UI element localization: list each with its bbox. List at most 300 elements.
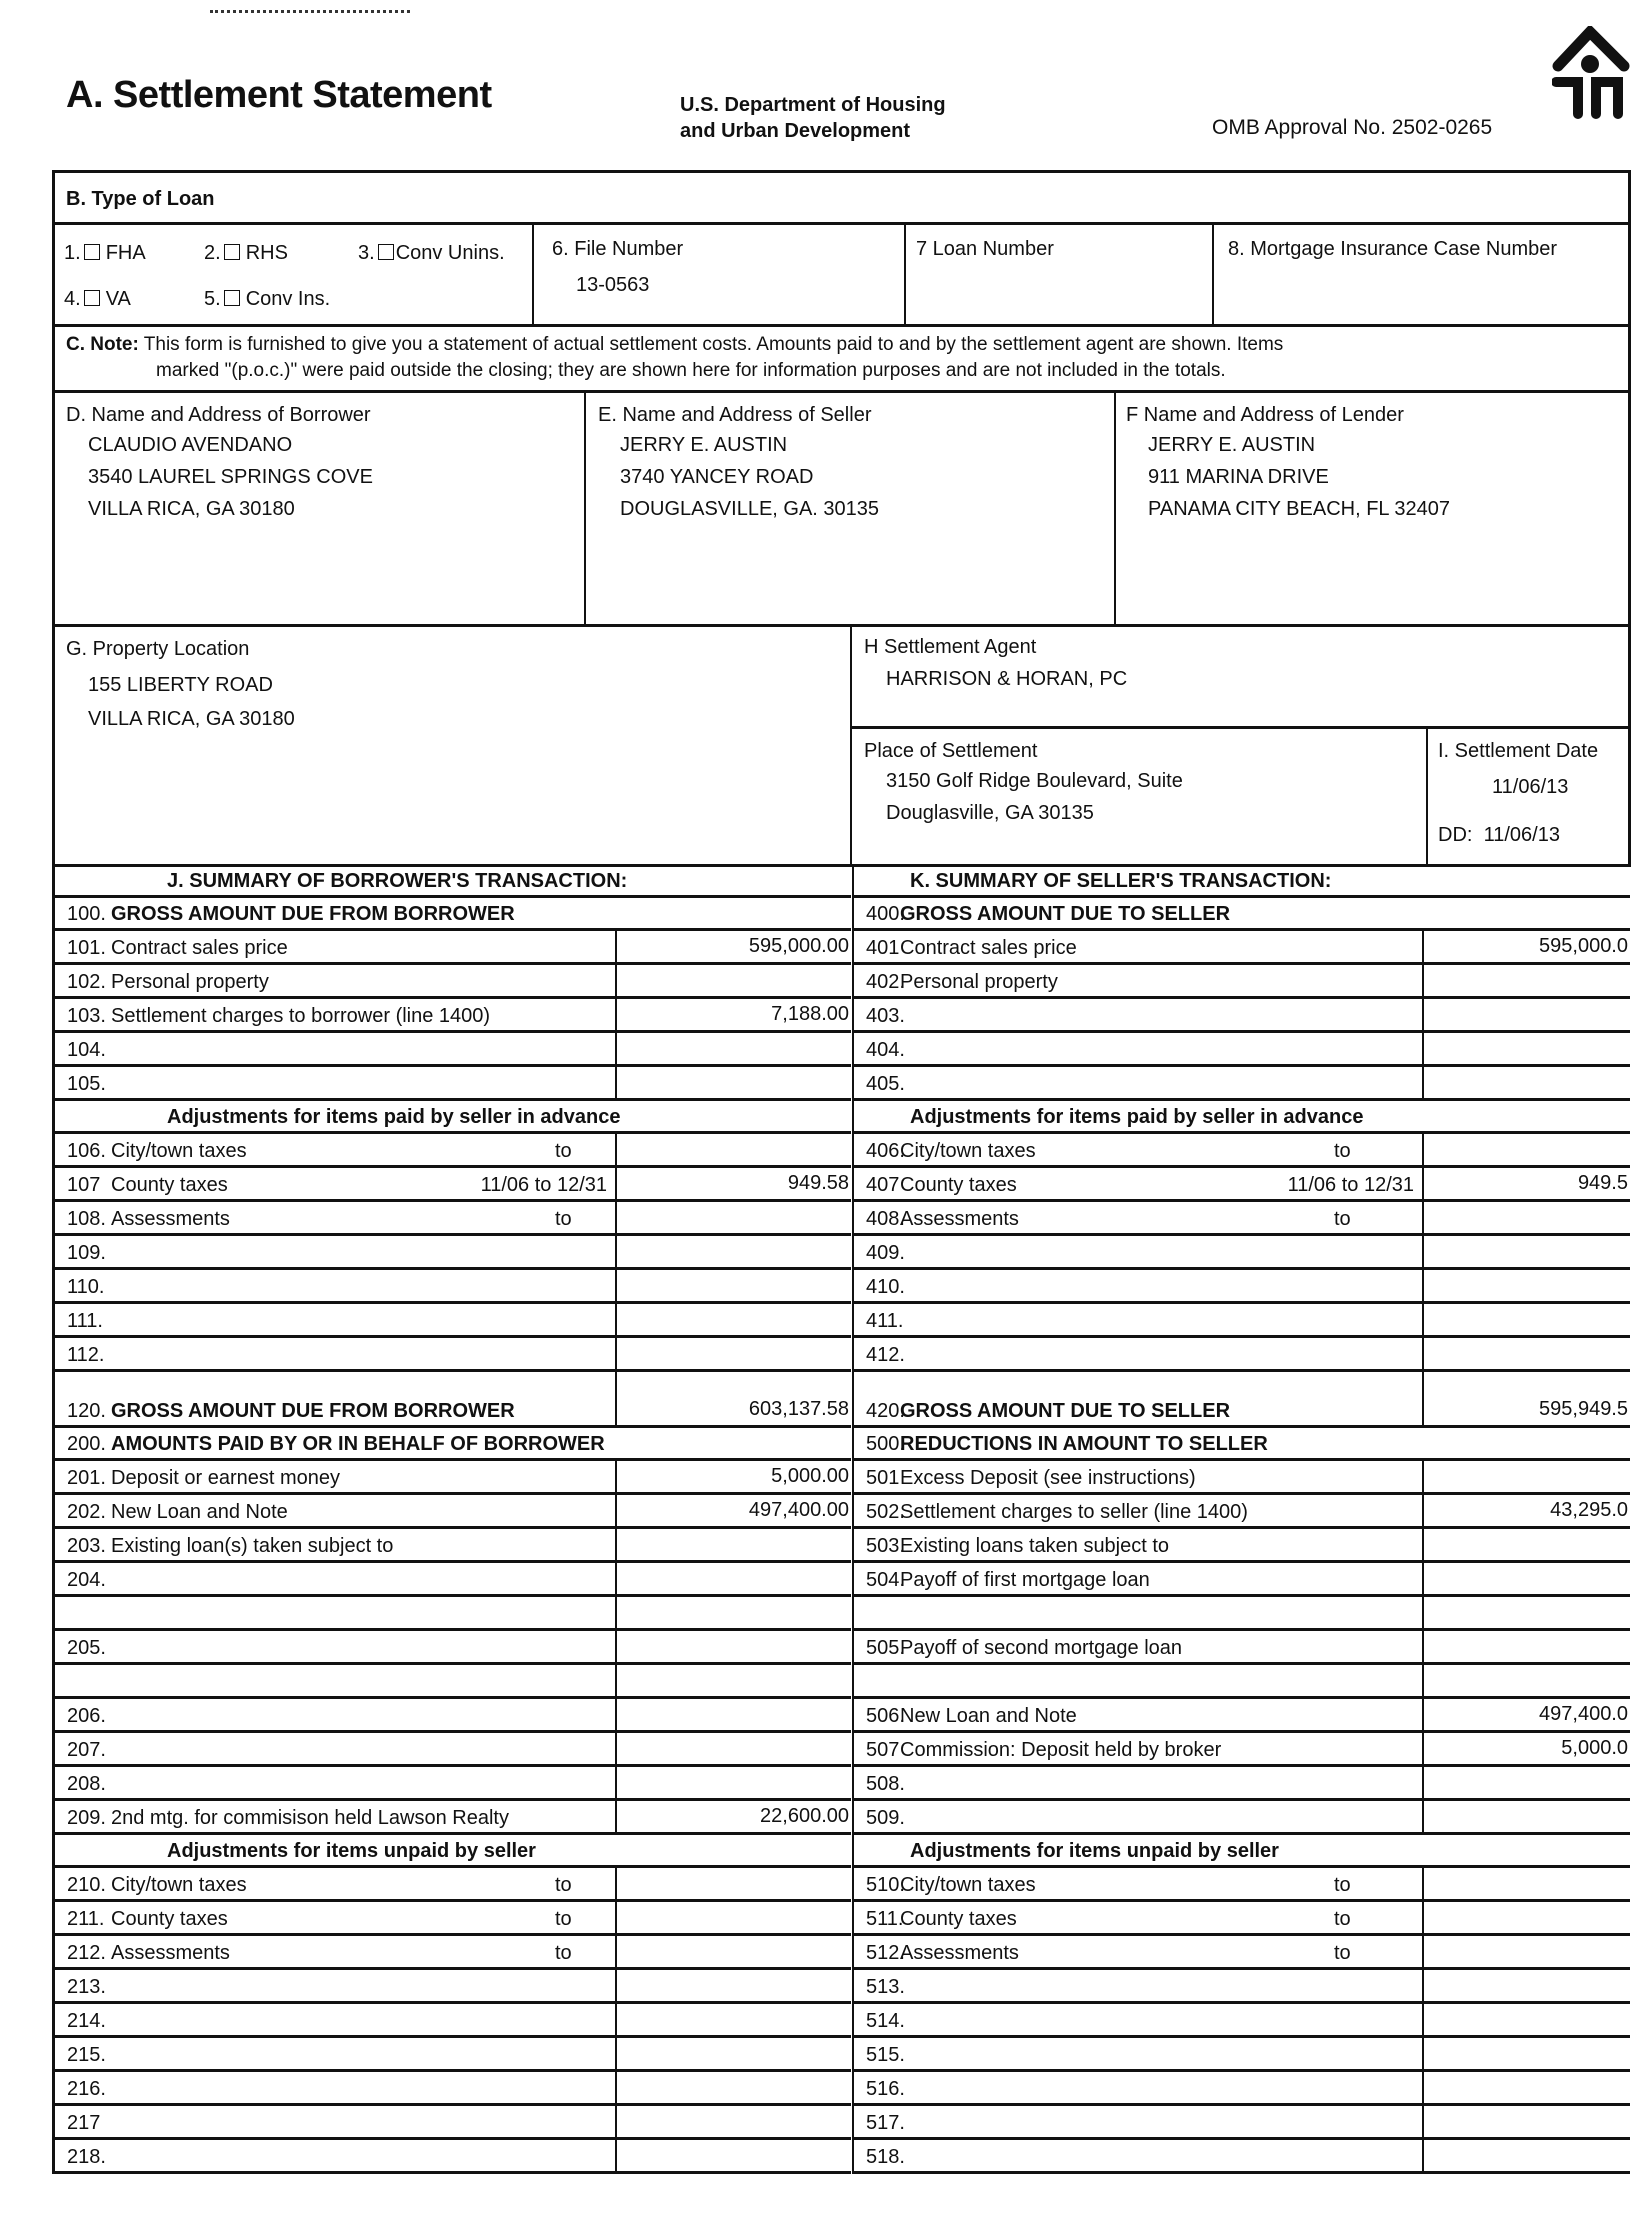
amount-cell[interactable] bbox=[615, 1767, 853, 1798]
loan-number-label: 7 Loan Number bbox=[916, 238, 1054, 260]
amount-cell[interactable] bbox=[1422, 1970, 1632, 2001]
amount-cell[interactable] bbox=[1422, 1801, 1632, 1832]
table-row bbox=[854, 999, 1630, 1033]
period-range: to bbox=[555, 1908, 572, 1930]
line-description: City/town taxes bbox=[900, 1874, 1036, 1896]
place-of-settlement-label: Place of Settlement bbox=[864, 740, 1038, 762]
amount-value: 5,000.0 bbox=[1561, 1737, 1628, 1759]
line-description: GROSS AMOUNT DUE TO SELLER bbox=[900, 1400, 1231, 1422]
line-description: Personal property bbox=[111, 971, 269, 993]
line-number: 102. bbox=[67, 971, 106, 993]
subheading-row bbox=[854, 1101, 1630, 1134]
line-number: 211. bbox=[67, 1908, 105, 1930]
table-row bbox=[854, 1270, 1630, 1304]
line-number: 400. bbox=[866, 903, 905, 925]
table-row bbox=[854, 2072, 1630, 2106]
borrower-summary-title-row bbox=[55, 867, 851, 898]
line-number: 112. bbox=[67, 1344, 105, 1366]
amount-cell[interactable] bbox=[615, 1338, 853, 1369]
amount-cell[interactable] bbox=[1422, 1665, 1632, 1696]
amount-cell[interactable] bbox=[615, 1033, 853, 1064]
line-number: 502. bbox=[866, 1501, 905, 1523]
scan-artifact bbox=[210, 10, 410, 17]
loan-type-va[interactable]: 4. VA bbox=[64, 288, 131, 310]
amount-value: 595,000.0 bbox=[1539, 935, 1628, 957]
line-description: Assessments bbox=[900, 1942, 1019, 1964]
table-row bbox=[854, 1338, 1630, 1372]
table-row bbox=[854, 1529, 1630, 1563]
table-row bbox=[55, 1631, 851, 1665]
amount-cell[interactable] bbox=[1422, 1563, 1632, 1594]
amount-cell[interactable] bbox=[615, 2004, 853, 2035]
line-number: 408. bbox=[866, 1208, 905, 1230]
table-row bbox=[55, 1699, 851, 1733]
amount-cell[interactable] bbox=[615, 1529, 853, 1560]
subheading-label: Adjustments for items paid by seller in advance bbox=[910, 1106, 1364, 1128]
line-number: 207. bbox=[67, 1739, 106, 1761]
amount-cell[interactable] bbox=[1422, 2140, 1632, 2171]
line-number: 411. bbox=[866, 1310, 904, 1332]
table-row bbox=[55, 2038, 851, 2072]
line-description: New Loan and Note bbox=[111, 1501, 288, 1523]
line-number: 104. bbox=[67, 1039, 106, 1061]
table-row bbox=[854, 1563, 1630, 1597]
line-number: 503. bbox=[866, 1535, 905, 1557]
table-row bbox=[55, 1529, 851, 1563]
table-row bbox=[55, 2004, 851, 2038]
amount-cell[interactable] bbox=[615, 1495, 853, 1526]
lender-label: F Name and Address of Lender bbox=[1126, 404, 1404, 426]
line-number: 106. bbox=[67, 1140, 106, 1162]
line-description: Personal property bbox=[900, 971, 1058, 993]
line-description: GROSS AMOUNT DUE TO SELLER bbox=[900, 903, 1231, 925]
line-description: City/town taxes bbox=[900, 1140, 1036, 1162]
borrower-summary-title: J. SUMMARY OF BORROWER'S TRANSACTION: bbox=[167, 870, 628, 892]
line-number: 517. bbox=[866, 2112, 905, 2134]
settlement-date-label: I. Settlement Date bbox=[1438, 740, 1599, 762]
amount-cell[interactable] bbox=[1422, 1033, 1632, 1064]
line-number: 100. bbox=[67, 903, 106, 925]
line-number: 403. bbox=[866, 1005, 905, 1027]
amount-cell[interactable] bbox=[1422, 1168, 1632, 1199]
line-description: AMOUNTS PAID BY OR IN BEHALF OF BORROWER bbox=[111, 1433, 605, 1455]
form-header-block bbox=[52, 170, 1628, 867]
line-number: 509. bbox=[866, 1807, 905, 1829]
section-heading-row bbox=[55, 898, 851, 931]
line-description: GROSS AMOUNT DUE FROM BORROWER bbox=[111, 1400, 515, 1422]
amount-cell[interactable] bbox=[1422, 2038, 1632, 2069]
amount-cell[interactable] bbox=[615, 1270, 853, 1301]
period-range: to bbox=[1334, 1908, 1351, 1930]
table-row bbox=[55, 931, 851, 965]
file-number-value: 13-0563 bbox=[576, 274, 650, 296]
table-row bbox=[55, 1338, 851, 1372]
line-description: Payoff of first mortgage loan bbox=[900, 1569, 1150, 1591]
line-number: 420. bbox=[866, 1400, 905, 1422]
line-number: 401 bbox=[866, 937, 900, 959]
amount-cell[interactable] bbox=[1422, 1631, 1632, 1662]
line-description: Assessments bbox=[111, 1942, 230, 1964]
line-number: 409. bbox=[866, 1242, 905, 1264]
line-number: 507 bbox=[866, 1739, 900, 1761]
line-description: New Loan and Note bbox=[900, 1705, 1077, 1727]
amount-cell[interactable] bbox=[615, 1304, 853, 1335]
loan-type-conv-ins[interactable]: 5. Conv Ins. bbox=[204, 288, 331, 310]
period-range: to bbox=[1334, 1874, 1351, 1896]
amount-cell[interactable] bbox=[1422, 1699, 1632, 1730]
amount-cell[interactable] bbox=[615, 1563, 853, 1594]
table-row bbox=[854, 1168, 1630, 1202]
disbursement-date: DD: 11/06/13 bbox=[1438, 824, 1560, 846]
line-description: GROSS AMOUNT DUE FROM BORROWER bbox=[111, 903, 515, 925]
line-number: 203. bbox=[67, 1535, 106, 1557]
line-number: 505. bbox=[866, 1637, 905, 1659]
borrower-address-2: VILLA RICA, GA 30180 bbox=[88, 498, 295, 520]
amount-value: 595,000.00 bbox=[748, 935, 849, 957]
line-number: 506. bbox=[866, 1705, 905, 1727]
lender-name: JERRY E. AUSTIN bbox=[1148, 434, 1316, 456]
line-number: 518. bbox=[866, 2146, 905, 2168]
amount-cell[interactable] bbox=[1422, 999, 1632, 1030]
amount-cell[interactable] bbox=[1422, 1270, 1632, 1301]
table-row bbox=[854, 965, 1630, 999]
line-description: County taxes bbox=[900, 1908, 1017, 1930]
period-range: to bbox=[1334, 1208, 1351, 1230]
line-description: Deposit or earnest money bbox=[111, 1467, 341, 1489]
table-row bbox=[55, 1270, 851, 1304]
line-number: 109. bbox=[67, 1242, 106, 1264]
table-row bbox=[55, 1767, 851, 1801]
table-row bbox=[854, 1202, 1630, 1236]
total-row bbox=[854, 1372, 1630, 1428]
amount-cell[interactable] bbox=[1422, 1304, 1632, 1335]
seller-name: JERRY E. AUSTIN bbox=[620, 434, 788, 456]
amount-cell[interactable] bbox=[615, 1902, 853, 1933]
file-number-label: 6. File Number bbox=[552, 238, 684, 260]
amount-cell[interactable] bbox=[615, 1801, 853, 1832]
settlement-agent-label: H Settlement Agent bbox=[864, 636, 1037, 658]
amount-cell[interactable] bbox=[1422, 2004, 1632, 2035]
amount-cell[interactable] bbox=[615, 1868, 853, 1899]
line-number: 103. bbox=[67, 1005, 106, 1027]
table-row bbox=[854, 1495, 1630, 1529]
line-description: County taxes bbox=[900, 1174, 1017, 1196]
amount-cell[interactable] bbox=[615, 931, 853, 962]
line-number: 110. bbox=[67, 1276, 105, 1298]
amount-cell[interactable] bbox=[615, 1236, 853, 1267]
line-number: 202. bbox=[67, 1501, 106, 1523]
seller-summary-title: K. SUMMARY OF SELLER'S TRANSACTION: bbox=[910, 870, 1332, 892]
agency-line-1: U.S. Department of Housing bbox=[680, 94, 946, 116]
lender-address-1: 911 MARINA DRIVE bbox=[1148, 466, 1329, 488]
line-number: 406. bbox=[866, 1140, 905, 1162]
amount-cell[interactable] bbox=[1422, 1597, 1632, 1628]
table-row bbox=[55, 1970, 851, 2004]
agency-name bbox=[680, 92, 946, 144]
amount-cell[interactable] bbox=[1422, 1495, 1632, 1526]
place-address-1: 3150 Golf Ridge Boulevard, Suite bbox=[886, 770, 1183, 792]
table-row bbox=[55, 1597, 851, 1631]
mortgage-insurance-case-label: 8. Mortgage Insurance Case Number bbox=[1228, 238, 1558, 260]
checkbox-conv-ins[interactable] bbox=[224, 290, 240, 306]
section-heading-row bbox=[854, 898, 1630, 931]
amount-cell[interactable] bbox=[1422, 1902, 1632, 1933]
line-number: 200. bbox=[67, 1433, 106, 1455]
amount-value: 7,188.00 bbox=[771, 1003, 849, 1025]
amount-cell[interactable] bbox=[1422, 1461, 1632, 1492]
line-number: 204. bbox=[67, 1569, 106, 1591]
line-description: Commission: Deposit held by broker bbox=[900, 1739, 1222, 1761]
line-number: 107 bbox=[67, 1174, 101, 1196]
line-number: 500. bbox=[866, 1433, 905, 1455]
period-range: to bbox=[555, 1942, 572, 1964]
amount-cell[interactable] bbox=[1422, 965, 1632, 996]
line-number: 217 bbox=[67, 2112, 101, 2134]
amount-cell[interactable] bbox=[1422, 2072, 1632, 2103]
line-description: REDUCTIONS IN AMOUNT TO SELLER bbox=[900, 1433, 1268, 1455]
table-row bbox=[55, 1495, 851, 1529]
seller-label: E. Name and Address of Seller bbox=[598, 404, 872, 426]
line-number: 205. bbox=[67, 1637, 106, 1659]
amount-cell[interactable] bbox=[615, 1936, 853, 1967]
table-row bbox=[55, 1936, 851, 1970]
line-number: 508. bbox=[866, 1773, 905, 1795]
table-row bbox=[55, 1033, 851, 1067]
line-number: 513. bbox=[866, 1976, 905, 1998]
table-row bbox=[854, 1665, 1630, 1699]
property-location-label: G. Property Location bbox=[66, 638, 250, 660]
line-number: 206. bbox=[67, 1705, 106, 1727]
section-heading-row bbox=[55, 1428, 851, 1461]
amount-cell[interactable] bbox=[1422, 1733, 1632, 1764]
amount-cell[interactable] bbox=[615, 1134, 853, 1165]
line-number: 407 bbox=[866, 1174, 900, 1196]
line-number: 514. bbox=[866, 2010, 905, 2032]
settlement-date-value: 11/06/13 bbox=[1492, 776, 1569, 798]
amount-cell[interactable] bbox=[615, 1372, 853, 1425]
amount-cell[interactable] bbox=[1422, 931, 1632, 962]
amount-cell[interactable] bbox=[1422, 1134, 1632, 1165]
line-number: 510. bbox=[866, 1874, 905, 1896]
checkbox-fha[interactable] bbox=[84, 244, 100, 260]
amount-cell[interactable] bbox=[1422, 1529, 1632, 1560]
amount-cell[interactable] bbox=[1422, 1236, 1632, 1267]
line-description: Existing loans taken subject to bbox=[900, 1535, 1170, 1557]
lender-address-2: PANAMA CITY BEACH, FL 32407 bbox=[1148, 498, 1450, 520]
line-number: 516. bbox=[866, 2078, 905, 2100]
table-row bbox=[55, 1563, 851, 1597]
table-row bbox=[55, 1134, 851, 1168]
amount-cell[interactable] bbox=[615, 1733, 853, 1764]
table-row bbox=[854, 1868, 1630, 1902]
table-row bbox=[55, 1236, 851, 1270]
amount-value: 595,949.5 bbox=[1539, 1398, 1628, 1420]
loan-type-rhs[interactable]: 2. RHS bbox=[204, 242, 288, 264]
table-row bbox=[854, 1631, 1630, 1665]
table-row bbox=[55, 1868, 851, 1902]
line-description: Excess Deposit (see instructions) bbox=[900, 1467, 1196, 1489]
amount-cell[interactable] bbox=[615, 1631, 853, 1662]
line-number: 209. bbox=[67, 1807, 106, 1829]
subheading-label: Adjustments for items unpaid by seller bbox=[910, 1840, 1279, 1862]
seller-summary-title-row bbox=[854, 867, 1630, 898]
property-address-2: VILLA RICA, GA 30180 bbox=[88, 708, 295, 730]
amount-cell[interactable] bbox=[615, 2140, 853, 2171]
amount-cell[interactable] bbox=[1422, 1936, 1632, 1967]
table-row bbox=[55, 1801, 851, 1835]
line-number: 101. bbox=[67, 937, 106, 959]
line-number: 111. bbox=[67, 1310, 103, 1332]
table-row bbox=[854, 1767, 1630, 1801]
line-number: 402. bbox=[866, 971, 905, 993]
checkbox-va[interactable] bbox=[84, 290, 100, 306]
amount-cell[interactable] bbox=[615, 1665, 853, 1696]
line-description: 2nd mtg. for commisison held Lawson Realty bbox=[111, 1807, 509, 1829]
type-of-loan-label: B. Type of Loan bbox=[66, 188, 215, 210]
checkbox-rhs[interactable] bbox=[224, 244, 240, 260]
period-range: to bbox=[555, 1874, 572, 1896]
line-description: Contract sales price bbox=[111, 937, 288, 959]
borrower-name: CLAUDIO AVENDANO bbox=[88, 434, 293, 456]
table-row bbox=[55, 2072, 851, 2106]
amount-cell[interactable] bbox=[615, 1202, 853, 1233]
table-row bbox=[854, 2038, 1630, 2072]
line-description: Existing loan(s) taken subject to bbox=[111, 1535, 394, 1557]
line-description: Assessments bbox=[111, 1208, 230, 1230]
amount-cell[interactable] bbox=[1422, 1202, 1632, 1233]
period-range: 11/06 to 12/31 bbox=[480, 1174, 607, 1196]
line-number: 410. bbox=[866, 1276, 905, 1298]
table-row bbox=[854, 1134, 1630, 1168]
amount-cell[interactable] bbox=[1422, 1372, 1632, 1425]
line-number: 105. bbox=[67, 1073, 106, 1095]
table-row bbox=[55, 1733, 851, 1767]
line-number: 504. bbox=[866, 1569, 905, 1591]
table-row bbox=[854, 1304, 1630, 1338]
table-row bbox=[854, 1033, 1630, 1067]
amount-value: 22,600.00 bbox=[760, 1805, 849, 1827]
amount-cell[interactable] bbox=[615, 1970, 853, 2001]
amount-cell[interactable] bbox=[1422, 1338, 1632, 1369]
borrower-summary-table bbox=[52, 867, 851, 2174]
borrower-address-1: 3540 LAUREL SPRINGS COVE bbox=[88, 466, 373, 488]
table-row bbox=[55, 1202, 851, 1236]
period-range: 11/06 to 12/31 bbox=[1287, 1174, 1414, 1196]
property-address-1: 155 LIBERTY ROAD bbox=[88, 674, 273, 696]
amount-cell[interactable] bbox=[615, 2106, 853, 2137]
amount-cell[interactable] bbox=[615, 2038, 853, 2069]
line-number: 120. bbox=[67, 1400, 106, 1422]
line-number: 412. bbox=[866, 1344, 905, 1366]
amount-cell[interactable] bbox=[1422, 1067, 1632, 1098]
line-description: Settlement charges to seller (line 1400) bbox=[900, 1501, 1248, 1523]
amount-cell[interactable] bbox=[615, 965, 853, 996]
line-description: City/town taxes bbox=[111, 1874, 247, 1896]
table-row bbox=[55, 1304, 851, 1338]
amount-cell[interactable] bbox=[1422, 1868, 1632, 1899]
table-row bbox=[854, 2140, 1630, 2174]
agency-line-2: and Urban Development bbox=[680, 120, 911, 142]
amount-value: 949.5 bbox=[1577, 1172, 1628, 1194]
line-number: 501 bbox=[866, 1467, 900, 1489]
line-number: 215. bbox=[67, 2044, 106, 2066]
seller-address-2: DOUGLASVILLE, GA. 30135 bbox=[620, 498, 880, 520]
line-number: 405. bbox=[866, 1073, 905, 1095]
amount-cell[interactable] bbox=[615, 2072, 853, 2103]
table-row bbox=[55, 1665, 851, 1699]
note-line-1: C. Note: This form is furnished to give you a statement of actual settlement costs. Amounts paid to and by the settlement agent are shown. Items bbox=[66, 334, 1284, 355]
amount-cell[interactable] bbox=[615, 1168, 853, 1199]
amount-cell[interactable] bbox=[615, 1067, 853, 1098]
loan-type-fha[interactable]: 1. FHA bbox=[64, 242, 146, 264]
amount-value: 949.58 bbox=[787, 1172, 849, 1194]
line-number: 404. bbox=[866, 1039, 905, 1061]
table-row bbox=[854, 1699, 1630, 1733]
line-description: County taxes bbox=[111, 1908, 228, 1930]
amount-cell[interactable] bbox=[1422, 2106, 1632, 2137]
table-row bbox=[854, 1597, 1630, 1631]
place-address-2: Douglasville, GA 30135 bbox=[886, 802, 1094, 824]
amount-value: 497,400.0 bbox=[1539, 1703, 1628, 1725]
amount-cell[interactable] bbox=[615, 1597, 853, 1628]
table-row bbox=[55, 2140, 851, 2174]
period-range: to bbox=[1334, 1140, 1351, 1162]
subheading-row bbox=[854, 1835, 1630, 1868]
line-number: 201. bbox=[67, 1467, 106, 1489]
loan-type-conv-unins[interactable]: 3. Conv Unins. bbox=[358, 242, 505, 264]
amount-value: 603,137.58 bbox=[748, 1398, 849, 1420]
amount-value: 5,000.00 bbox=[771, 1465, 849, 1487]
line-number: 208. bbox=[67, 1773, 106, 1795]
table-row bbox=[55, 1168, 851, 1202]
amount-cell[interactable] bbox=[615, 999, 853, 1030]
amount-cell[interactable] bbox=[615, 1461, 853, 1492]
hud-logo-icon bbox=[1552, 26, 1634, 122]
amount-value: 497,400.00 bbox=[748, 1499, 849, 1521]
settlement-agent-name: HARRISON & HORAN, PC bbox=[886, 668, 1128, 690]
table-row bbox=[854, 1801, 1630, 1835]
table-row bbox=[854, 1461, 1630, 1495]
checkbox-conv-unins[interactable] bbox=[378, 244, 394, 260]
amount-value: 43,295.0 bbox=[1550, 1499, 1628, 1521]
table-row bbox=[854, 1067, 1630, 1101]
table-row bbox=[55, 999, 851, 1033]
line-description: Payoff of second mortgage loan bbox=[900, 1637, 1183, 1659]
line-number: 212. bbox=[67, 1942, 106, 1964]
table-row bbox=[55, 1461, 851, 1495]
amount-cell[interactable] bbox=[1422, 1767, 1632, 1798]
line-description: City/town taxes bbox=[111, 1140, 247, 1162]
table-row bbox=[854, 2106, 1630, 2140]
period-range: to bbox=[555, 1208, 572, 1230]
table-row bbox=[854, 931, 1630, 965]
line-number: 512. bbox=[866, 1942, 905, 1964]
line-number: 210. bbox=[67, 1874, 106, 1896]
period-range: to bbox=[555, 1140, 572, 1162]
table-row bbox=[854, 1236, 1630, 1270]
line-description: Assessments bbox=[900, 1208, 1019, 1230]
amount-cell[interactable] bbox=[615, 1699, 853, 1730]
line-number: 515. bbox=[866, 2044, 905, 2066]
page-title: A. Settlement Statement bbox=[66, 74, 492, 116]
note-line-2: marked "(p.o.c.)" were paid outside the closing; they are shown here for information purposes and are not included in the totals. bbox=[156, 360, 1226, 381]
line-number: 218. bbox=[67, 2146, 106, 2168]
line-number: 108. bbox=[67, 1208, 106, 1230]
subheading-label: Adjustments for items unpaid by seller bbox=[167, 1840, 536, 1862]
table-row bbox=[854, 1970, 1630, 2004]
line-description: County taxes bbox=[111, 1174, 228, 1196]
line-number: 213. bbox=[67, 1976, 106, 1998]
